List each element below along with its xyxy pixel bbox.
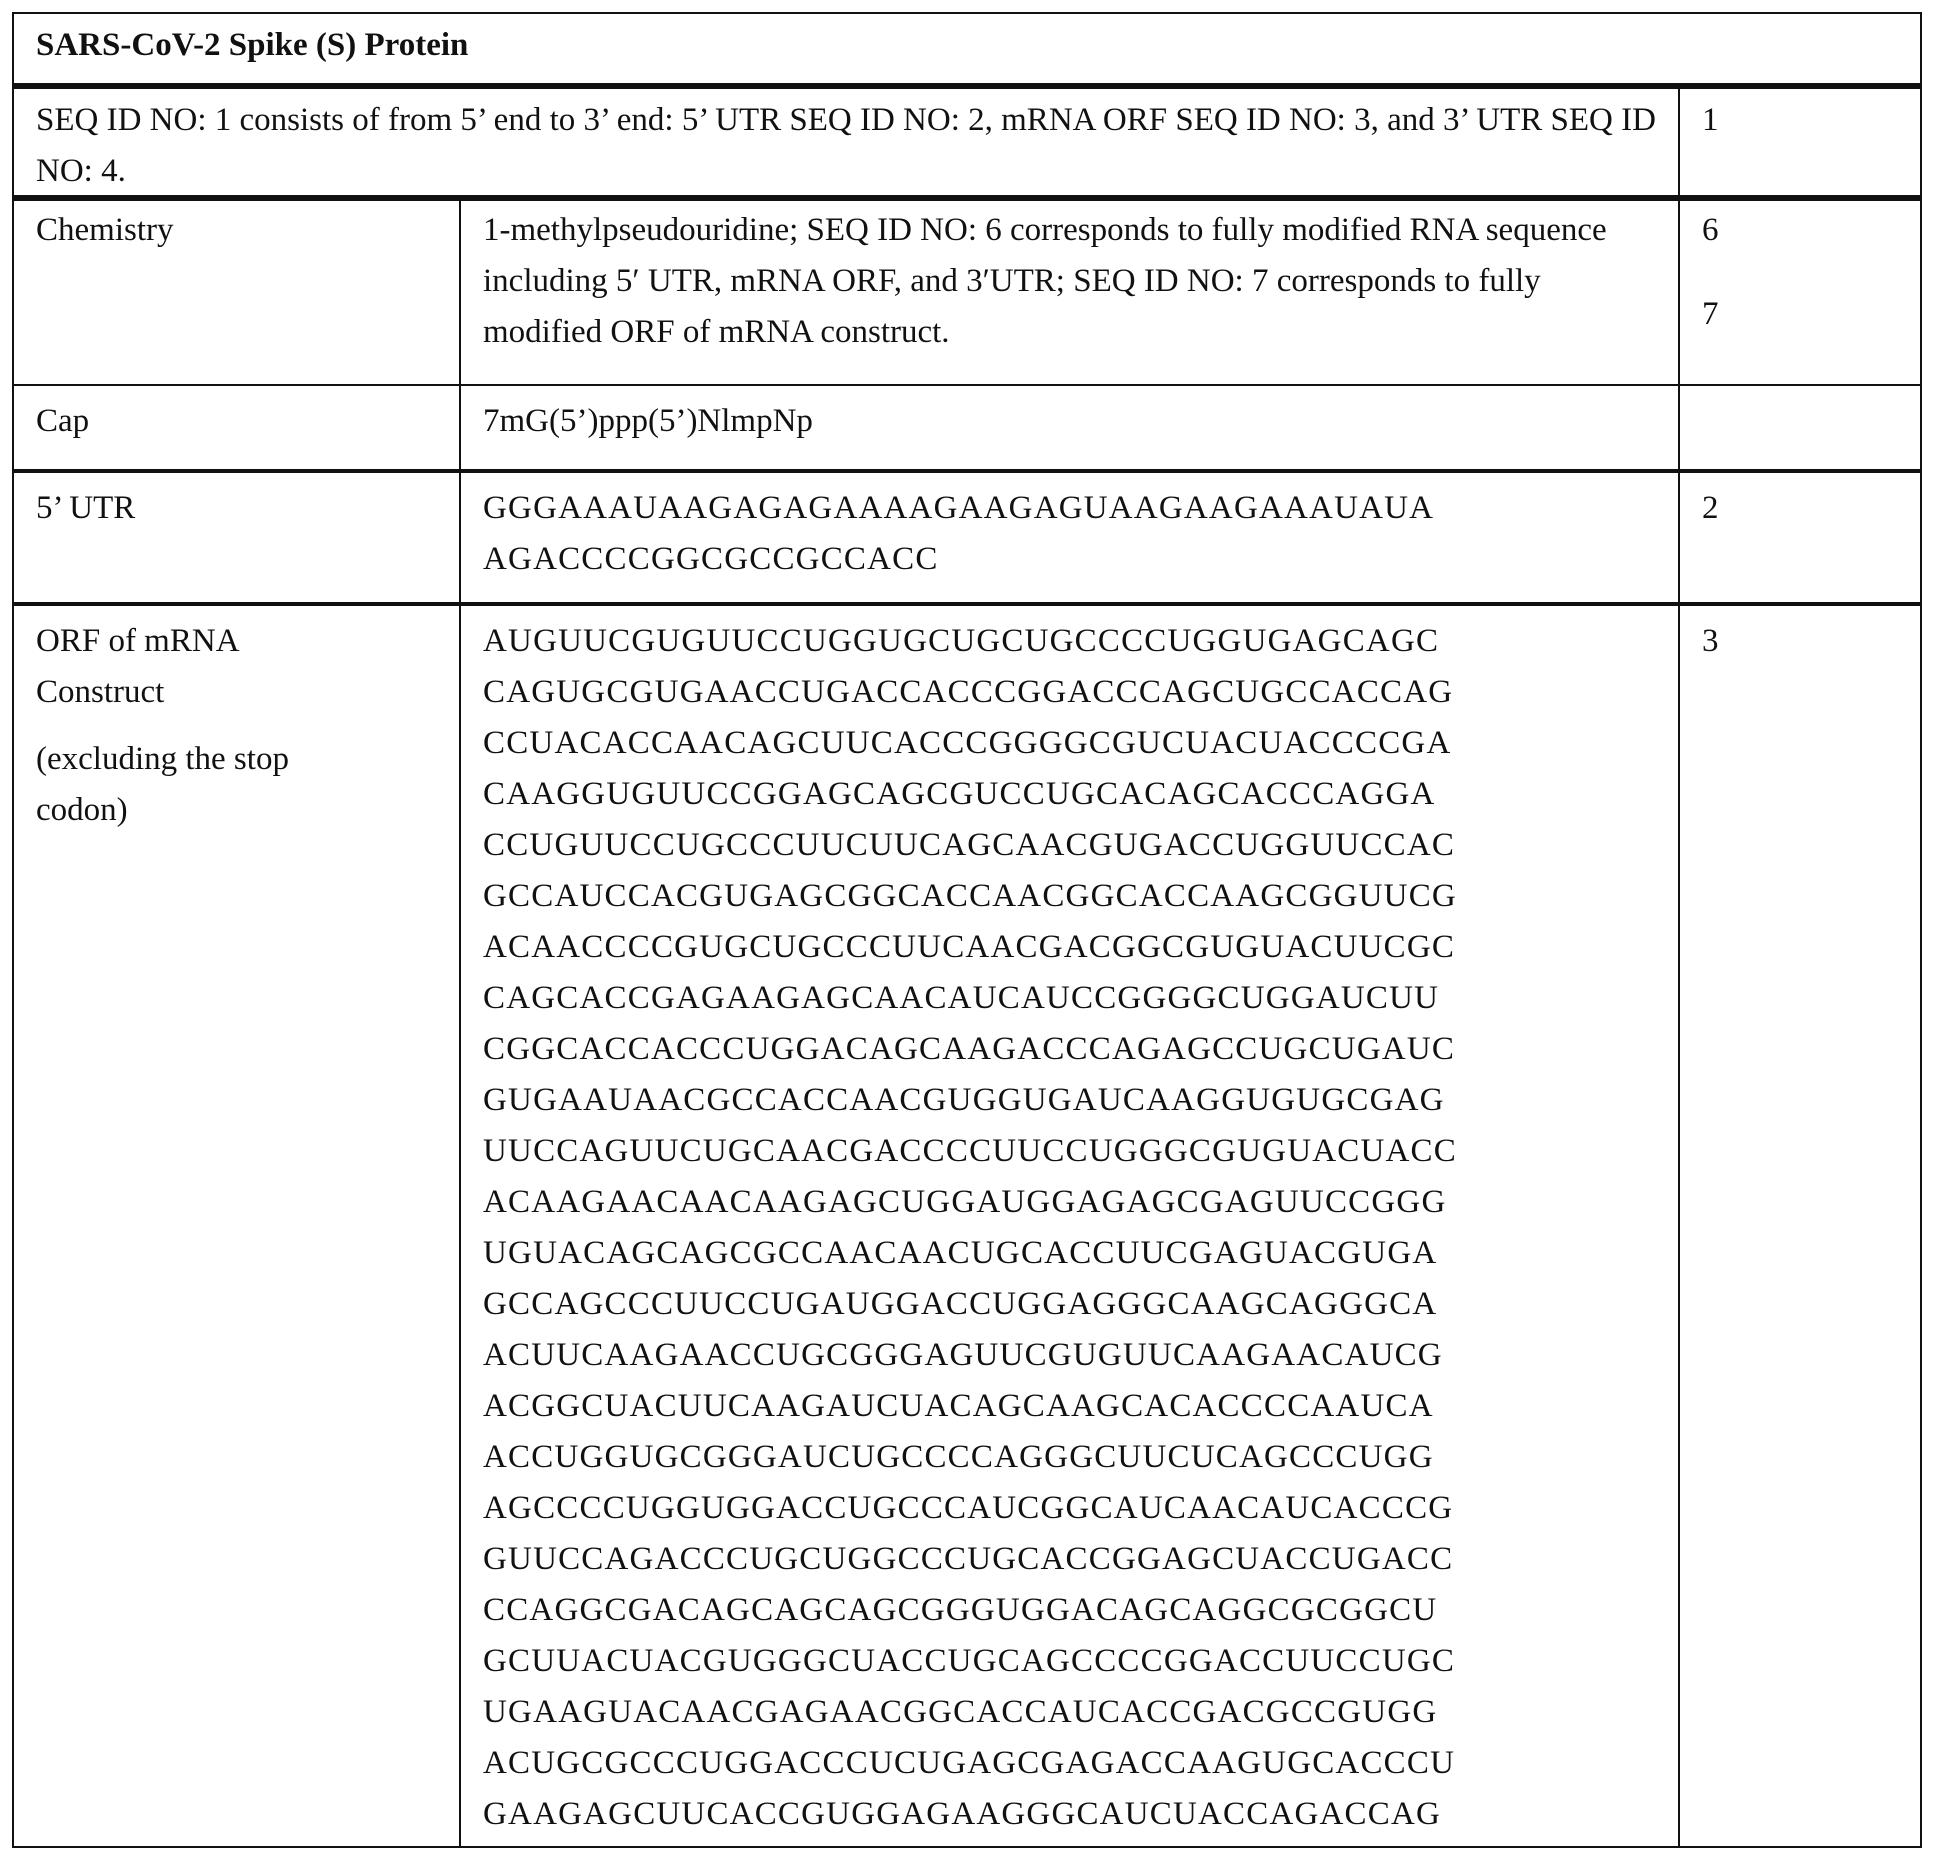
sequence-line: CAGCACCGAGAAGAGCAACAUCAUCCGGGGCUGGAUCUU bbox=[483, 973, 1658, 1024]
sequence-line: ACUGCGCCCUGGACCCUCUGAGCGAGACCAAGUGCACCCU bbox=[483, 1738, 1658, 1789]
orf-seq-id: 3 bbox=[1680, 606, 1920, 1846]
sequence-line: AGCCCCUGGUGGACCUGCCCAUCGGCAUCAACAUCACCCG bbox=[483, 1483, 1658, 1534]
sequence-line: GCCAUCCACGUGAGCGGCACCAACGGCACCAAGCGGUUCG bbox=[483, 871, 1658, 922]
intro-text: SEQ ID NO: 1 consists of from 5’ end to 3’ end: 5’ UTR SEQ ID NO: 2, mRNA ORF SEQ ID NO: 3, and 3’ UTR SEQ ID NO: 4. bbox=[14, 89, 1680, 195]
chemistry-seq-id-6: 6 bbox=[1702, 205, 1900, 256]
utr5-label: 5’ UTR bbox=[14, 473, 461, 602]
sequence-line: GCUUACUACGUGGGCUACCUGCAGCCCCGGACCUUCCUGC bbox=[483, 1636, 1658, 1687]
orf-sequence bbox=[461, 606, 1680, 1846]
sequence-line: ACAAGAACAACAAGAGCUGGAUGGAGAGCGAGUUCCGGG bbox=[483, 1177, 1658, 1228]
sequence-line: CCUGUUCCUGCCCUUCUUCAGCAACGUGACCUGGUUCCAC bbox=[483, 820, 1658, 871]
sequence-line: GUUCCAGACCCUGCUGGCCCUGCACCGGAGCUACCUGACC bbox=[483, 1534, 1658, 1585]
sequence-line: ACUUCAAGAACCUGCGGGAGUUCGUGUUCAAGAACAUCG bbox=[483, 1330, 1658, 1381]
chemistry-row bbox=[14, 201, 1920, 386]
cap-label: Cap bbox=[14, 386, 461, 469]
sequence-line: CAAGGUGUUCCGGAGCAGCGUCCUGCACAGCACCCAGGA bbox=[483, 769, 1658, 820]
sequence-line: UGUACAGCAGCGCCAACAACUGCACCUUCGAGUACGUGA bbox=[483, 1228, 1658, 1279]
table-title: SARS-CoV-2 Spike (S) Protein bbox=[14, 14, 1920, 83]
orf-row bbox=[14, 606, 1920, 1846]
sequence-line: GAAGAGCUUCACCGUGGAGAAGGGCAUCUACCAGACCAG bbox=[483, 1789, 1658, 1840]
chemistry-seq-ids bbox=[1680, 201, 1920, 384]
chemistry-text: 1-methylpseudouridine; SEQ ID NO: 6 corresponds to fully modified RNA sequence including 5′ UTR, mRNA ORF, and 3′UTR; SEQ ID NO: 7 corresponds to fully modified ORF of mRNA construct. bbox=[461, 201, 1680, 384]
sequence-line: CCUACACCAACAGCUUCACCCGGGGCGUCUACUACCCCGA bbox=[483, 718, 1658, 769]
orf-note: (excluding the stop codon) bbox=[36, 734, 439, 836]
sequence-line: ACCUGGUGCGGGAUCUGCCCCAGGGCUUCUCAGCCCUGG bbox=[483, 1432, 1658, 1483]
sequence-line: CCAGGCGACAGCAGCAGCGGGUGGACAGCAGGCGCGGCU bbox=[483, 1585, 1658, 1636]
sequence-line: GUGAAUAACGCCACCAACGUGGUGAUCAAGGUGUGCGAG bbox=[483, 1075, 1658, 1126]
cap-seq-id bbox=[1680, 386, 1920, 469]
cap-row bbox=[14, 386, 1920, 473]
chemistry-label: Chemistry bbox=[14, 201, 461, 384]
sequence-line: UUCCAGUUCUGCAACGACCCCUUCCUGGGCGUGUACUACC bbox=[483, 1126, 1658, 1177]
sequence-line: ACGGCUACUUCAAGAUCUACAGCAAGCACACCCCAAUCA bbox=[483, 1381, 1658, 1432]
intro-seq-id: 1 bbox=[1680, 89, 1920, 195]
orf-label-cell bbox=[14, 606, 461, 1846]
utr5-sequence bbox=[461, 473, 1680, 602]
intro-row bbox=[14, 89, 1920, 201]
sequence-line: GCCAGCCCUUCCUGAUGGACCUGGAGGGCAAGCAGGGCA bbox=[483, 1279, 1658, 1330]
sequence-line: CAGUGCGUGAACCUGACCACCCGGACCCAGCUGCCACCAG bbox=[483, 667, 1658, 718]
sequence-line: AGACCCCGGCGCCGCCACC bbox=[483, 534, 1658, 585]
sequence-table bbox=[12, 12, 1922, 1848]
table-title-row bbox=[14, 14, 1920, 89]
sequence-line: UGAAGUACAACGAGAACGGCACCAUCACCGACGCCGUGG bbox=[483, 1687, 1658, 1738]
utr5-row bbox=[14, 473, 1920, 606]
sequence-line: AUGUUCGUGUUCCUGGUGCUGCUGCCCCUGGUGAGCAGC bbox=[483, 616, 1658, 667]
chemistry-seq-id-7: 7 bbox=[1702, 289, 1900, 340]
sequence-line: ACAACCCCGUGCUGCCCUUCAACGACGGCGUGUACUUCGC bbox=[483, 922, 1658, 973]
sequence-line: CGGCACCACCCUGGACAGCAAGACCCAGAGCCUGCUGAUC bbox=[483, 1024, 1658, 1075]
sequence-line: GGGAAAUAAGAGAGAAAAGAAGAGUAAGAAGAAAUAUA bbox=[483, 483, 1658, 534]
orf-label: ORF of mRNA Construct bbox=[36, 616, 439, 718]
utr5-seq-id: 2 bbox=[1680, 473, 1920, 602]
cap-text: 7mG(5’)ppp(5’)NlmpNp bbox=[461, 386, 1680, 469]
